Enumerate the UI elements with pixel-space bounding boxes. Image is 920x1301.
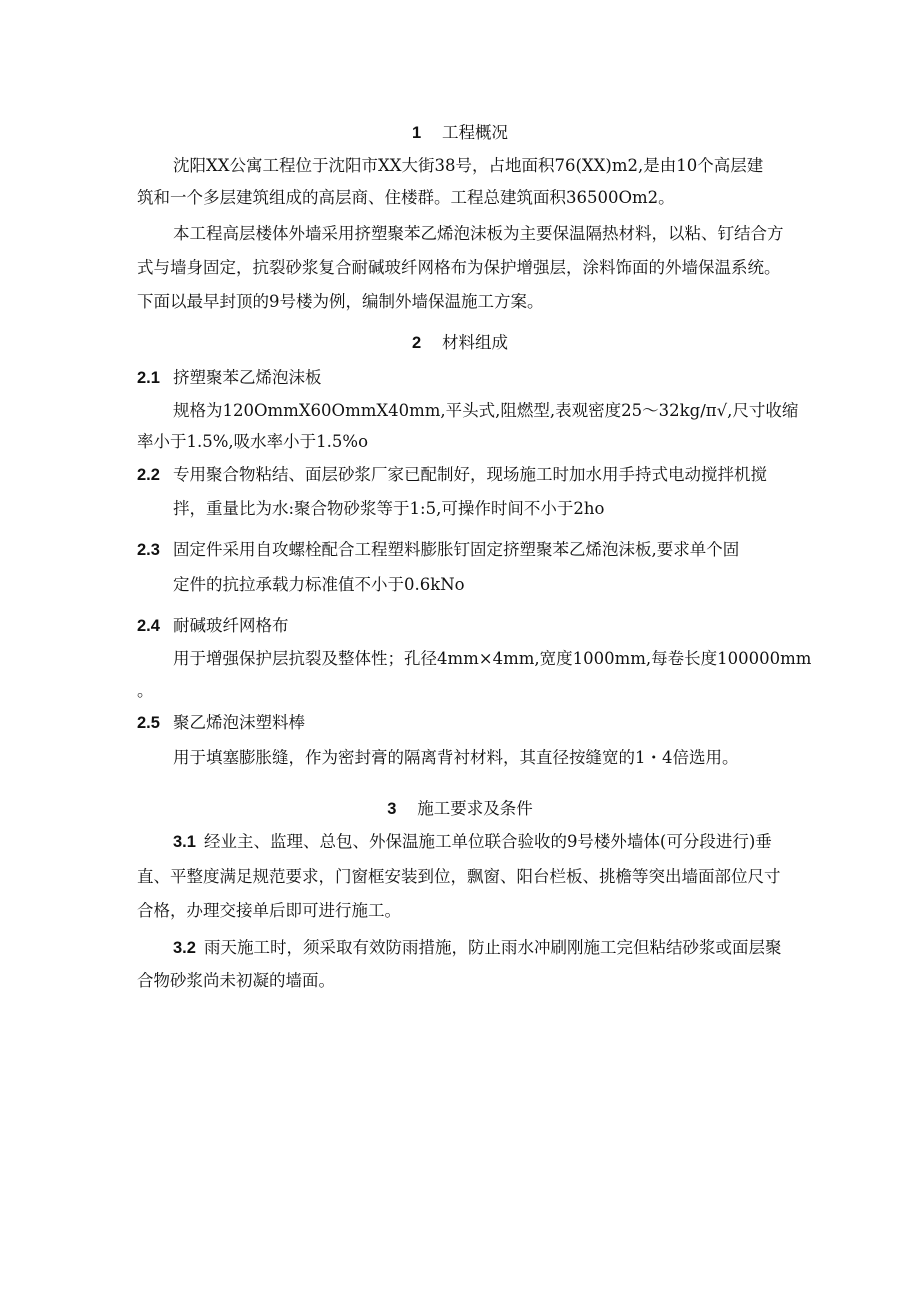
section-1-heading bbox=[0, 121, 920, 145]
paragraph-line: 用于增强保护层抗裂及整体性；孔径4mm×4mm,宽度1000mm,每卷长度100000mm bbox=[173, 649, 812, 668]
section-3-heading bbox=[0, 797, 920, 821]
paragraph-text: 经业主、监理、总包、外保温施工单位联合验收的9号楼外墙体(可分段进行)垂 bbox=[203, 832, 772, 851]
subsection-2-4-heading bbox=[137, 614, 817, 638]
paragraph-line: 式与墙身固定，抗裂砂浆复合耐碱玻纤网格布为保护增强层，涂料饰面的外墙保温系统。 bbox=[137, 258, 781, 277]
paragraph-line: 沈阳XX公寓工程位于沈阳市XX大街38号，占地面积76(XX)m2,是由10个高层建 bbox=[173, 156, 764, 175]
subsection-2-5-heading bbox=[137, 711, 817, 735]
paragraph-line: 合格，办理交接单后即可进行施工。 bbox=[137, 901, 401, 920]
subsection-2-2-heading bbox=[137, 463, 817, 487]
paragraph-line: 合物砂浆尚未初凝的墙面。 bbox=[137, 971, 335, 990]
subsection-title: 耐碱玻纤网格布 bbox=[173, 616, 289, 635]
paragraph-line: 筑和一个多层建筑组成的高层商、住楼群。工程总建筑面积36500Om2。 bbox=[137, 188, 675, 207]
section-title: 材料组成 bbox=[442, 333, 508, 352]
subsection-number: 2.1 bbox=[137, 369, 160, 387]
subsection-title: 专用聚合物粘结、面层砂浆厂家已配制好，现场施工时加水用手持式电动搅拌机搅 bbox=[173, 465, 767, 484]
paragraph-line: 。 bbox=[137, 681, 154, 700]
subsection-number: 2.3 bbox=[137, 541, 160, 559]
subsection-3-1-line bbox=[173, 830, 817, 854]
section-title: 施工要求及条件 bbox=[417, 799, 533, 818]
paragraph-text: 雨天施工时，须采取有效防雨措施，防止雨水冲刷刚施工完但粘结砂浆或面层聚 bbox=[203, 938, 782, 957]
subsection-number: 2.5 bbox=[137, 714, 160, 732]
paragraph-line: 率小于1.5%,吸水率小于1.5%o bbox=[137, 432, 369, 451]
subsection-number: 3.1 bbox=[173, 833, 196, 851]
section-number: 1 bbox=[412, 124, 422, 142]
subsection-number: 3.2 bbox=[173, 939, 196, 957]
paragraph-line: 下面以最早封顶的9号楼为例，编制外墙保温施工方案。 bbox=[137, 292, 544, 311]
section-title: 工程概况 bbox=[442, 123, 508, 142]
subsection-3-2-line bbox=[173, 936, 817, 960]
paragraph-line: 直、平整度满足规范要求，门窗框安装到位，飘窗、阳台栏板、挑檐等突出墙面部位尺寸 bbox=[137, 867, 781, 886]
section-2-heading bbox=[0, 331, 920, 355]
subsection-2-3-heading bbox=[137, 538, 817, 562]
paragraph-line: 定件的抗拉承载力标准值不小于0.6kNo bbox=[173, 575, 465, 594]
section-number: 3 bbox=[387, 800, 397, 818]
subsection-2-1-heading bbox=[137, 366, 817, 390]
subsection-number: 2.2 bbox=[137, 466, 160, 484]
paragraph-line: 拌，重量比为水:聚合物砂浆等于1:5,可操作时间不小于2ho bbox=[173, 499, 605, 518]
subsection-title: 聚乙烯泡沫塑料棒 bbox=[173, 713, 305, 732]
paragraph-line: 本工程高层楼体外墙采用挤塑聚苯乙烯泡沫板为主要保温隔热材料，以粘、钉结合方 bbox=[173, 224, 784, 243]
subsection-number: 2.4 bbox=[137, 617, 160, 635]
paragraph-line: 规格为120OmmX60OmmX40mm,平头式,阻燃型,表观密度25～32kg∕π√,尺寸收缩 bbox=[173, 401, 799, 420]
section-number: 2 bbox=[412, 334, 422, 352]
subsection-title: 挤塑聚苯乙烯泡沫板 bbox=[173, 368, 322, 387]
subsection-title: 固定件采用自攻螺栓配合工程塑料膨胀钉固定挤塑聚苯乙烯泡沫板,要求单个固 bbox=[173, 540, 740, 559]
paragraph-line: 用于填塞膨胀缝，作为密封膏的隔离背衬材料，其直径按缝宽的1・4倍选用。 bbox=[173, 748, 739, 767]
